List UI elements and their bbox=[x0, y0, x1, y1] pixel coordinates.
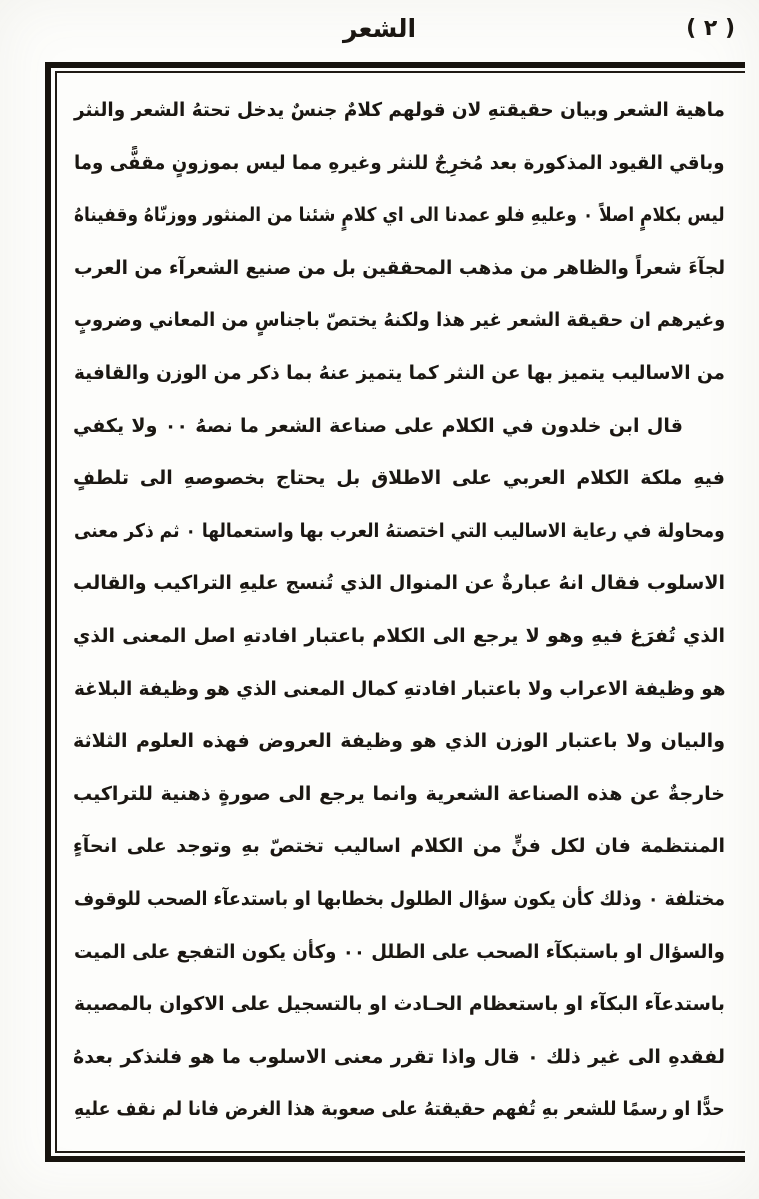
text-line: ومحاولة في رعاية الاساليب التي اختصتهُ العرب بها واستعمالها ٠ ثم ذكر معنى bbox=[74, 519, 725, 542]
text-line: الذي تُفرَغ فيهِ وهو لا يرجع الى الكلام باعتبار افادتهِ اصل المعنى الذي bbox=[73, 624, 725, 647]
text-line: ماهية الشعر وبيان حقيقتهِ لان قولهم كلامٌ جنسٌ يدخل تحتهُ الشعر والنثر bbox=[74, 99, 725, 121]
running-head bbox=[0, 8, 759, 54]
text-line: من الاساليب يتميز بها عن النثر كما يتميز عنهُ بما ذكر من الوزن والقافية bbox=[74, 361, 725, 384]
text-line: الاسلوب فقال انهُ عبارةٌ عن المنوال الذي تُنسج عليهِ التراكيب والقالب bbox=[73, 572, 725, 595]
text-line: باستدعآء البكآء او باستعظام الحـادث او بالتسجيل على الاكوان بالمصيبة bbox=[74, 993, 725, 1016]
text-line: المنتظمة فان لكل فنٍّ من الكلام اساليب تختصّ بهِ وتوجد على انحآءٍ bbox=[73, 835, 725, 858]
text-line: لجآءَ شعراً والظاهر من مذهب المحققين بل من صنيع الشعرآء من العرب bbox=[73, 256, 725, 279]
page-number: ( ٢ ) bbox=[686, 16, 735, 41]
text-line: ليس بكلامٍ اصلاً ٠ وعليهِ فلو عمدنا الى اي كلامٍ شئنا من المنثور ووزنّاهُ وقفيناهُ bbox=[74, 204, 725, 227]
text-line: قال ابن خلدون في الكلام على صناعة الشعر ما نصهُ ٠٠ ولا يكفي bbox=[73, 414, 683, 437]
text-line: وغيرهم ان حقيقة الشعر غير هذا ولكنهُ يختصّ باجناسٍ من المعاني وضروبٍ bbox=[73, 309, 725, 332]
text-line: لفقدهِ الى غير ذلك ٠ قال واذا تقرر معنى الاسلوب ما هو فلنذكر بعدهُ bbox=[73, 1045, 725, 1068]
page-title: الشعر bbox=[342, 14, 417, 43]
text-line: هو وظيفة الاعراب ولا باعتبار افادتهِ كمال المعنى الذي هو وظيفة البلاغة bbox=[73, 677, 725, 700]
text-line: والسؤال او باستبكآء الصحب على الطلل ٠٠ وكأن يكون التفجع على الميت bbox=[74, 940, 725, 963]
text-block bbox=[57, 73, 745, 1151]
text-line: والبيان ولا باعتبار الوزن الذي هو وظيفة العروض فهذه العلوم الثلاثة bbox=[73, 730, 725, 753]
text-frame-inner-border bbox=[55, 71, 745, 1153]
text-line: حدًّا او رسمًا للشعر بهِ تُفهم حقيقتهُ على صعوبة هذا الغرض فانا لم نقف عليهِ bbox=[74, 1098, 725, 1121]
text-frame-outer-border bbox=[45, 62, 745, 1162]
text-line: خارجةٌ عن هذه الصناعة الشعرية وانما يرجع الى صورةٍ ذهنية للتراكيب bbox=[73, 782, 725, 805]
text-line: مختلفة ٠ وذلك كأن يكون سؤال الطلول بخطابها او باستدعآء الصحب للوقوف bbox=[73, 887, 725, 910]
text-line: وباقي القيود المذكورة بعد مُخرِجٌ للنثر وغيرهِ مما ليس بموزونٍ مقفًّى وما bbox=[74, 151, 725, 174]
text-line: فيهِ ملكة الكلام العربي على الاطلاق بل يحتاج بخصوصهِ الى تلطفٍ bbox=[73, 467, 725, 490]
